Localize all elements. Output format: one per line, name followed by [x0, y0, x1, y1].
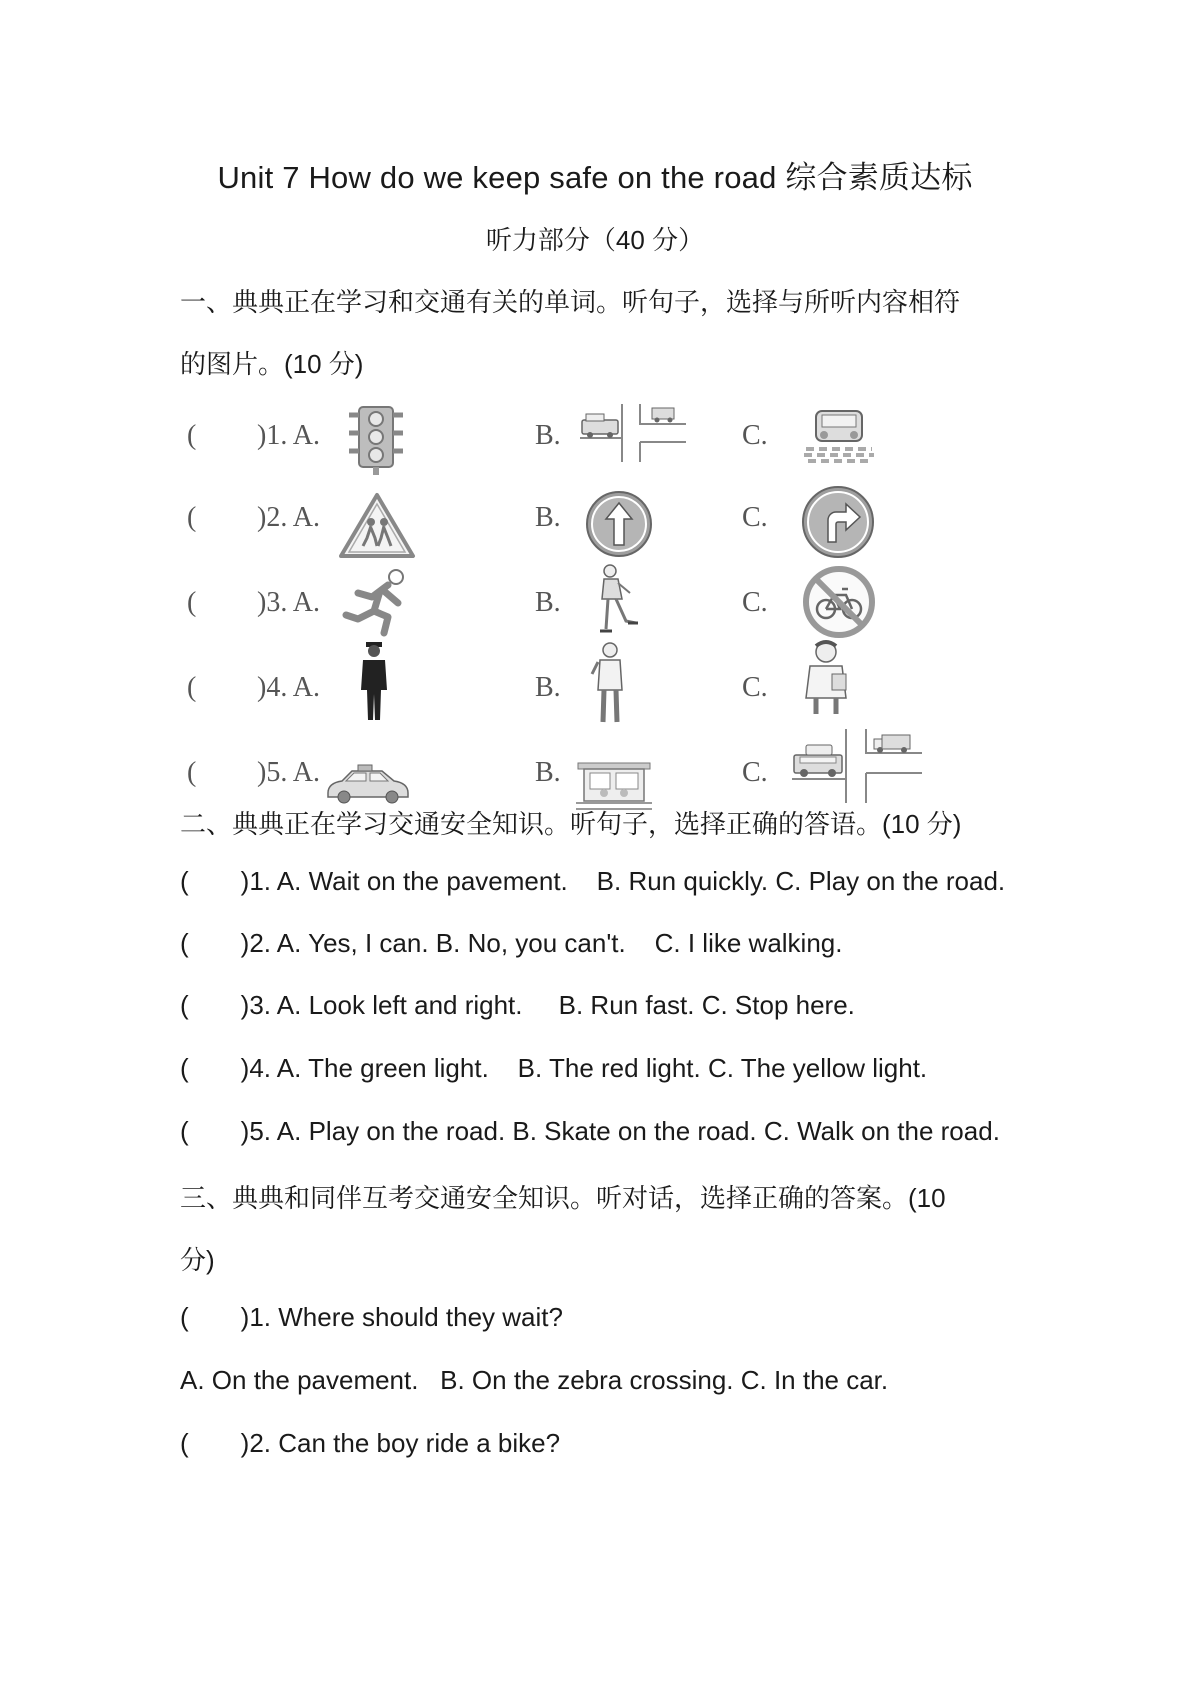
taxi-car-icon: [324, 763, 412, 805]
sentence-question: [180, 1053, 927, 1084]
answer-paren: (: [180, 1302, 189, 1332]
turn-right-sign-icon: [800, 484, 876, 560]
sentence-question: [180, 1116, 1000, 1147]
picture-question-row: [180, 482, 1040, 572]
doctor-icon: [798, 638, 854, 718]
option-b-label: B.: [535, 587, 561, 618]
answer-paren: (: [180, 1428, 189, 1458]
sentence-question: [180, 928, 842, 959]
question-number: )2. A.: [257, 502, 320, 533]
question-number: )1. A.: [257, 420, 320, 451]
dialogue-question: [180, 1302, 563, 1333]
question-number: )3. A.: [257, 587, 320, 618]
answer-paren: (: [187, 502, 197, 533]
question-number: )4. A.: [257, 672, 320, 703]
answer-paren: (: [187, 672, 197, 703]
section2-heading: 二、典典正在学习交通安全知识。听句子，选择正确的答语。(10 分): [180, 809, 962, 839]
option-c-label: C.: [742, 757, 768, 788]
option-b-label: B.: [535, 420, 561, 451]
go-straight-sign-icon: [584, 489, 654, 559]
no-bicycles-sign-icon: [802, 565, 876, 639]
page-title: Unit 7 How do we keep safe on the road 综合素质达标: [217, 160, 973, 195]
question-text: )2. A. Yes, I can. B. No, you can't. C. I like walking.: [240, 928, 843, 958]
sentence-question: [180, 990, 855, 1021]
option-c-label: C.: [742, 502, 768, 533]
page-subtitle: 听力部分（40 分）: [485, 225, 705, 255]
question-text: )4. A. The green light. B. The red light. C. The yellow light.: [240, 1053, 928, 1083]
question-text: )1. Where should they wait?: [240, 1302, 563, 1332]
answer-paren: (: [180, 1116, 189, 1146]
bus-stop-icon: [574, 755, 654, 811]
answer-paren: (: [180, 1053, 189, 1083]
answer-paren: (: [187, 587, 197, 618]
bus-at-crossroads-icon: [578, 402, 688, 464]
answer-paren: (: [180, 990, 189, 1020]
traffic-warden-icon: [590, 640, 630, 726]
crossroads-traffic-icon: [790, 727, 924, 805]
question-text: )5. A. Play on the road. B. Skate on the road. C. Walk on the road.: [240, 1116, 1000, 1146]
dialogue-question: [180, 1428, 560, 1459]
section1-heading-line1: 一、典典正在学习和交通有关的单词。听句子，选择与所听内容相符: [180, 287, 961, 317]
section3-heading-line2: 分): [180, 1245, 215, 1275]
answer-paren: (: [187, 420, 197, 451]
section1-heading-line2: 的图片。(10 分): [180, 349, 364, 379]
running-man-icon: [340, 567, 412, 637]
traffic-light-icon: [345, 405, 407, 477]
option-c-label: C.: [742, 420, 768, 451]
section3-heading-line1: 三、典典和同伴互考交通安全知识。听对话，选择正确的答案。(10: [180, 1183, 946, 1213]
question-options: A. On the pavement. B. On the zebra crossing. C. In the car.: [180, 1365, 889, 1395]
policeman-icon: [357, 640, 391, 726]
picture-question-row: [180, 400, 1040, 490]
question-text: )3. A. Look left and right. B. Run fast. C. Stop here.: [240, 990, 855, 1020]
skating-girl-icon: [592, 563, 642, 641]
children-crossing-sign-icon: [338, 492, 416, 560]
answer-paren: (: [180, 928, 189, 958]
question-text: )1. A. Wait on the pavement. B. Run quickly. C. Play on the road.: [240, 866, 1006, 896]
option-c-label: C.: [742, 672, 768, 703]
car-at-zebra-crossing-icon: [802, 405, 876, 463]
answer-paren: (: [180, 866, 189, 896]
option-b-label: B.: [535, 757, 561, 788]
option-c-label: C.: [742, 587, 768, 618]
option-b-label: B.: [535, 672, 561, 703]
question-text: )2. Can the boy ride a bike?: [240, 1428, 561, 1458]
option-b-label: B.: [535, 502, 561, 533]
sentence-question: [180, 866, 1005, 897]
question-number: )5. A.: [257, 757, 320, 788]
answer-paren: (: [187, 757, 197, 788]
